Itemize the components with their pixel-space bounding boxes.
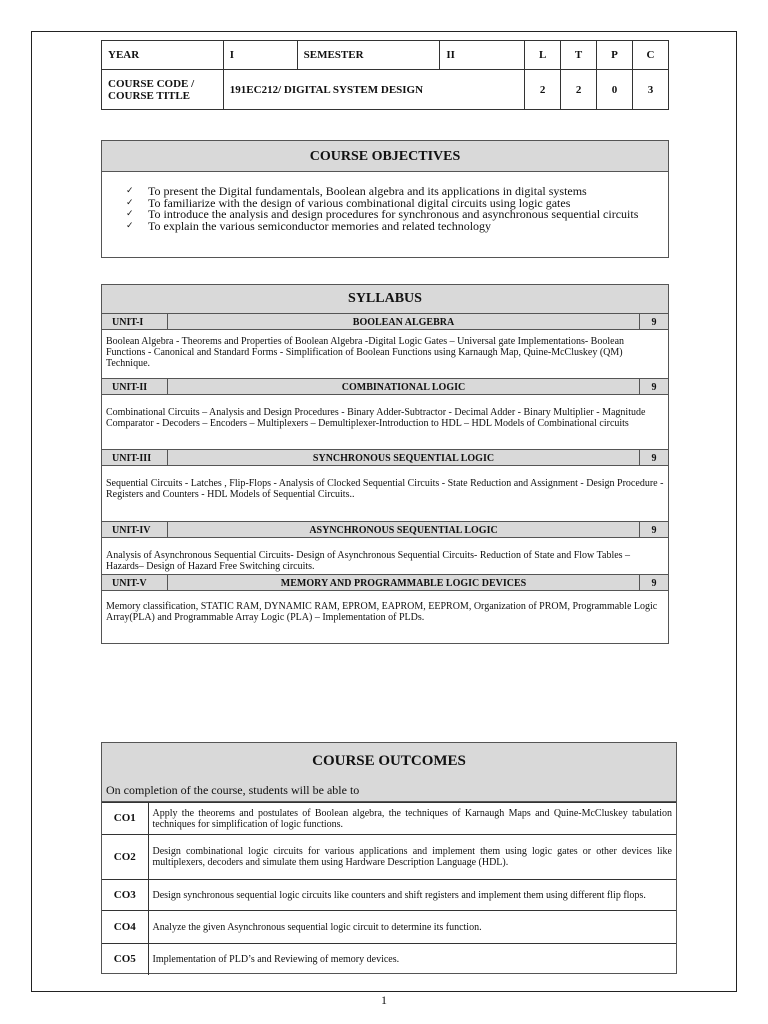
unit-hours: 9 [639,575,668,590]
co-code: CO3 [102,880,148,911]
page-number: 1 [381,993,387,1007]
outcomes-title: COURSE OUTCOMES [102,743,676,779]
checkmark-icon: ✓ [126,220,134,231]
unit-code: UNIT-III [102,450,168,465]
unit-name: MEMORY AND PROGRAMMABLE LOGIC DEVICES [280,578,527,589]
objective-item: ✓ To present the Digital fundamentals, Boolean algebra and its applications in digital systems [126,184,587,198]
unit-hours: 9 [639,522,668,537]
semester-value: II [440,41,525,70]
table-row [102,835,676,880]
unit-hours: 9 [639,314,668,329]
course-objectives-section [101,140,669,258]
unit-content: Sequential Circuits - Latches , Flip-Flops - Analysis of Clocked Sequential Circuits - State Reduction and Assignment - Design Procedure - Registers and Counters - HDL Models of Sequential Circuits.. [106,478,664,500]
table-row [102,911,676,944]
co-code: CO5 [102,944,148,975]
objective-item: ✓ To introduce the analysis and design procedures for synchronous and asynchronous sequential circuits [126,207,639,221]
unit-content: Analysis of Asynchronous Sequential Circuits- Design of Asynchronous Sequential Circuits- Reduction of State and Flow Tables –Hazards– Design of Hazard Free Switching circuits. [106,550,631,572]
unit-content: Boolean Algebra - Theorems and Properties of Boolean Algebra -Digital Logic Gates – Universal gate Implementations- Boolean Functions - Canonical and Standard Forms - Simplification of Boolean Functions using Karnaugh Map, Quine-McCluskey (QM) Technique. [106,336,625,369]
unit-content: Memory classification, STATIC RAM, DYNAMIC RAM, EPROM, EAPROM, EEPROM, Organization of PROM, Programmable Logic Array(PLA) and Programmable Array Logic (PLA) – Implementation of PLDs. [106,601,658,623]
unit-header [102,521,668,538]
co-code: CO4 [102,911,148,944]
objective-item: ✓ To explain the various semiconductor memories and related technology [126,218,492,233]
co-code: CO1 [102,803,148,835]
unit-name: SYNCHRONOUS SEQUENTIAL LOGIC [312,453,495,464]
l-value: 2 [525,70,561,110]
co-description: Apply the theorems and postulates of Boolean algebra, the techniques of Karnaugh Maps and Quine-McCluskey tabulation techniques for simplification of logic functions. [148,803,676,835]
p-label: P [597,41,633,70]
course-code-label: COURSE CODE / COURSE TITLE [102,70,224,110]
checkmark-icon: ✓ [126,186,134,196]
unit-code: UNIT-I [102,314,168,329]
c-value: 3 [632,70,668,110]
unit-hours: 9 [639,450,668,465]
c-label: C [632,41,668,70]
unit-name: BOOLEAN ALGEBRA [352,317,455,328]
unit-hours: 9 [639,379,668,394]
table-row [102,880,676,911]
co-description: Analyze the given Asynchronous sequential logic circuit to determine its function. [148,911,676,944]
table-row [102,944,676,975]
t-value: 2 [561,70,597,110]
checkmark-icon: ✓ [126,209,134,219]
unit-header [102,378,668,395]
course-header-table [101,40,669,110]
t-label: T [561,41,597,70]
unit-code: UNIT-II [102,379,168,394]
year-value: I [223,41,297,70]
syllabus-section [101,284,669,644]
co-code: CO2 [102,835,148,880]
unit-name: ASYNCHRONOUS SEQUENTIAL LOGIC [309,525,498,536]
l-label: L [525,41,561,70]
semester-label: SEMESTER [297,41,440,70]
table-row [102,803,676,835]
objectives-list [102,172,668,232]
unit-code: UNIT-V [102,575,168,590]
objectives-title: COURSE OBJECTIVES [102,141,668,172]
checkmark-icon: ✓ [126,197,134,208]
unit-header [102,449,668,466]
unit-header [102,574,668,591]
course-title: 191EC212/ DIGITAL SYSTEM DESIGN [223,70,524,110]
course-outcomes-section [101,742,677,974]
objective-item: ✓ To familiarize with the design of various combinational digital circuits using logic gates [126,195,571,210]
p-value: 0 [597,70,633,110]
syllabus-title: SYLLABUS [102,285,668,313]
co-description: Design combinational logic circuits for various applications and implement them using logic gates or other devices like multiplexers, decoders and simulate them using Hardware Description Language (HDL). [148,835,676,880]
outcomes-intro: On completion of the course, students will be able to [102,779,676,802]
unit-name: COMBINATIONAL LOGIC [341,382,466,393]
co-description: Implementation of PLD’s and Reviewing of memory devices. [148,944,676,975]
co-description: Design synchronous sequential logic circuits like counters and shift registers and implement them using different flip flops. [148,880,676,911]
unit-content: Combinational Circuits – Analysis and Design Procedures - Binary Adder-Subtractor - Decimal Adder - Binary Multiplier - Magnitude Comparator - Decoders – Encoders – Multiplexers – Demultiplexer-Introduction to HDL – HDL Models of Combinational circuits [106,407,646,429]
unit-header [102,313,668,330]
outcomes-table [102,802,676,975]
year-label: YEAR [102,41,224,70]
unit-code: UNIT-IV [102,522,168,537]
